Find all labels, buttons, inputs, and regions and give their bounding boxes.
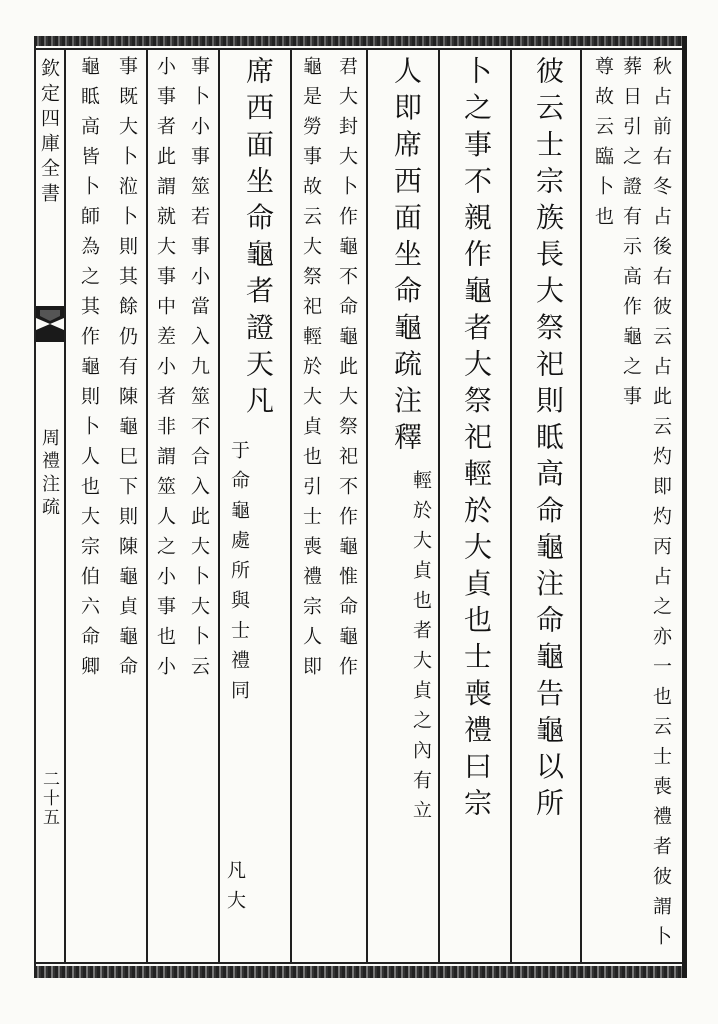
text-column: 人即席西面坐命龜疏注釋	[390, 56, 423, 459]
text-column: 彼云士宗族長大祭祀則眡高命龜注命龜告龜以所	[532, 56, 565, 825]
bottom-border-line	[34, 962, 686, 964]
column-rule	[438, 50, 440, 962]
text-column: 事既大卜涖卜則其餘仍有陳龜巳下則陳龜貞龜命	[116, 56, 138, 686]
text-column: 凡大	[224, 860, 246, 920]
fish-tail-mark-icon	[36, 300, 64, 348]
text-column: 龜眡高皆卜師為之其作龜則卜人也大宗伯六命卿	[78, 56, 100, 686]
margin-collection-title: 欽定四庫全書	[38, 58, 60, 208]
right-border	[682, 36, 687, 978]
column-rule	[290, 50, 292, 962]
column-rule	[146, 50, 148, 962]
text-column: 席西面坐命龜者證天凡	[242, 56, 275, 422]
column-rule	[510, 50, 512, 962]
text-column: 君大封大卜作龜不命龜此大祭祀不作龜惟命龜作	[336, 56, 358, 686]
text-column: 小事者此謂就大事中差小者非謂筮人之小事也小	[154, 56, 176, 686]
text-column: 輕於大貞也者大貞之內有立	[410, 470, 432, 830]
text-column: 于命龜處所與士禮同	[228, 440, 250, 710]
margin-page-number: 二十五	[39, 770, 59, 827]
text-column: 事卜小事筮若事小當入九筮不合入此大卜大卜云	[188, 56, 210, 686]
top-border-line	[34, 48, 686, 50]
column-rule	[366, 50, 368, 962]
top-border	[34, 36, 686, 46]
text-column: 卜之事不親作龜者大祭祀輕於大貞也士喪禮曰宗	[460, 56, 493, 825]
column-rule	[580, 50, 582, 962]
margin-book-title: 周禮注疏	[39, 428, 60, 520]
text-column: 秋占前右冬占後右彼云占此云灼即灼丙占之亦一也云士喪禮者彼謂卜葬日引之證有示高作龜之事	[620, 56, 672, 956]
text-column: 龜是勞事故云大祭祀輕於大貞也引士喪禮宗人即	[300, 56, 322, 686]
text-column: 尊故云臨卜也	[592, 56, 614, 236]
column-rule	[64, 50, 66, 962]
bottom-border	[34, 966, 686, 978]
column-rule	[218, 50, 220, 962]
